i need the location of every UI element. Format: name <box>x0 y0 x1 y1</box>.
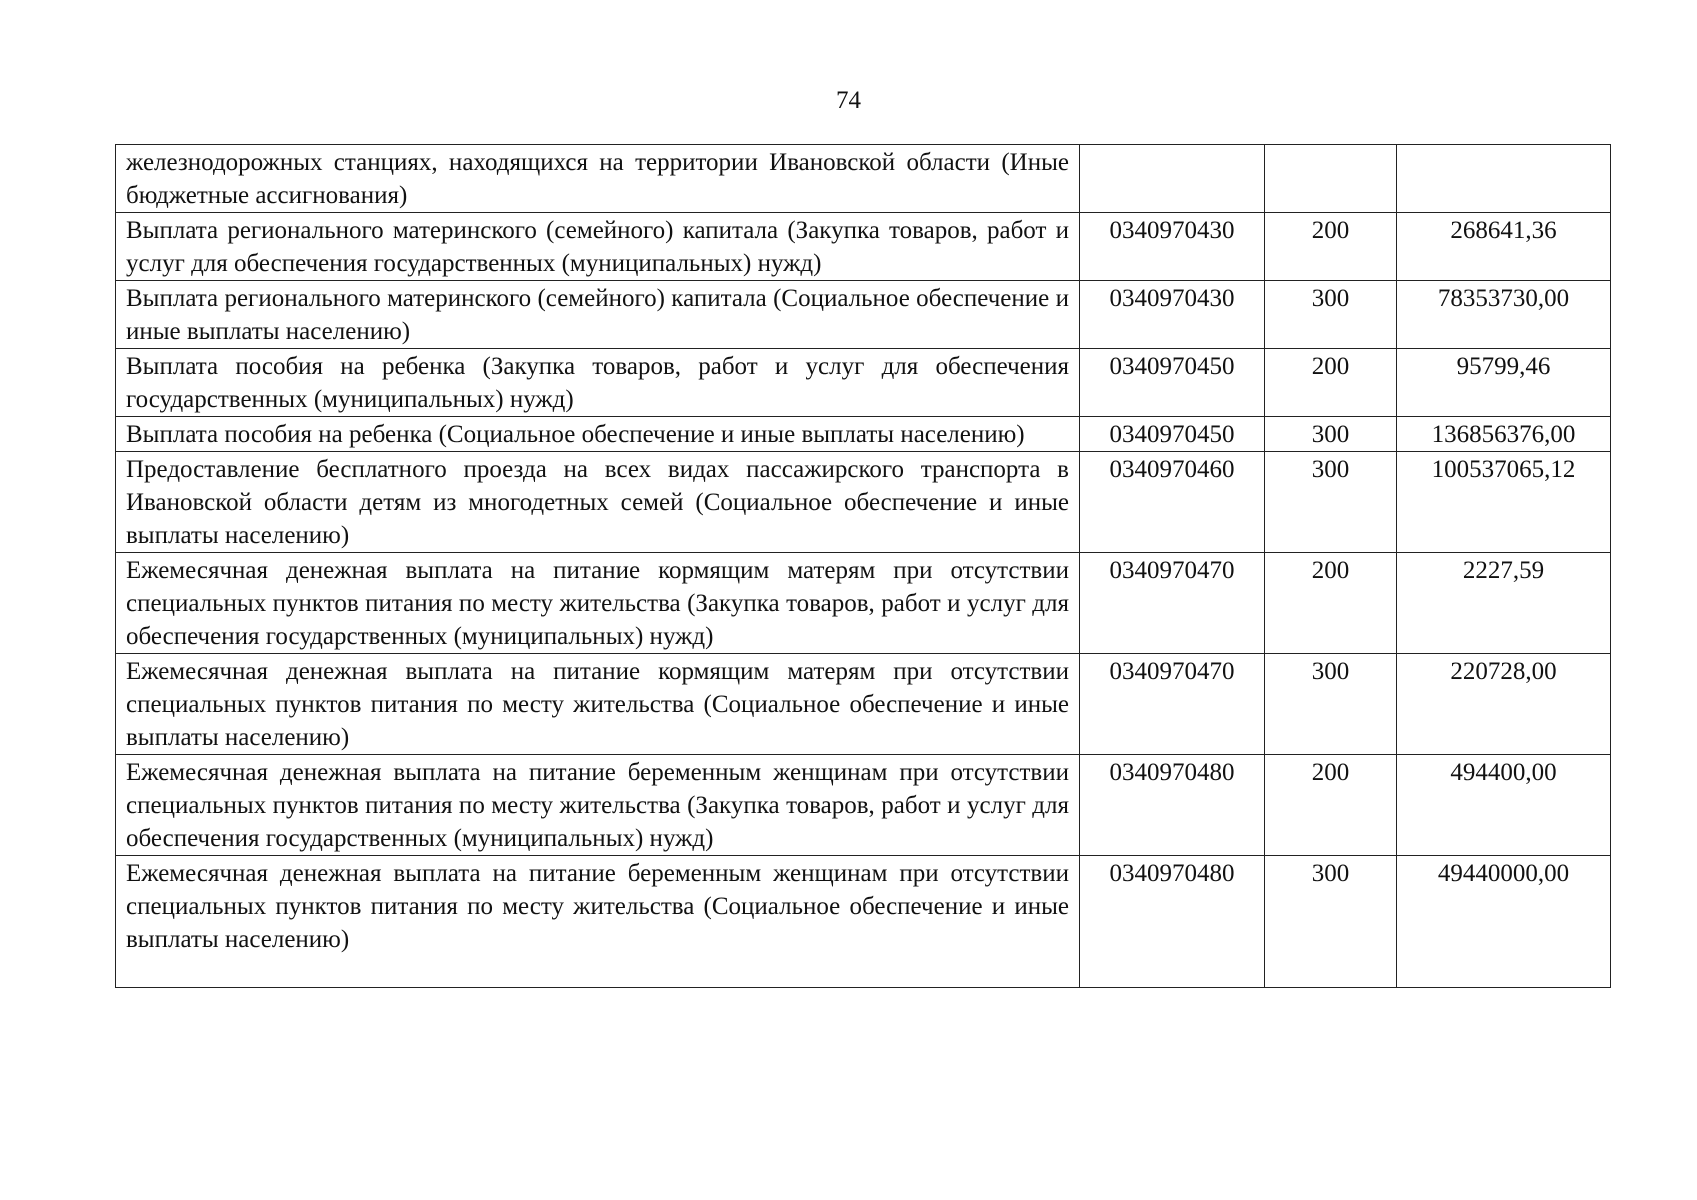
table-row <box>116 281 1611 349</box>
row-amount: 220728,00 <box>1397 654 1611 755</box>
row-amount: 268641,36 <box>1397 213 1611 281</box>
row-amount: 49440000,00 <box>1397 856 1611 988</box>
row-description: Ежемесячная денежная выплата на питание беременным женщинам при отсутствии специальных пунктов питания по месту жительства (Социальное обеспечение и иные выплаты населению) <box>116 856 1080 988</box>
row-expense-type: 300 <box>1265 654 1397 755</box>
row-amount: 494400,00 <box>1397 755 1611 856</box>
row-description: Выплата регионального материнского (семейного) капитала (Закупка товаров, работ и услуг для обеспечения государственных (муниципальных) нужд) <box>116 213 1080 281</box>
row-description: Предоставление бесплатного проезда на всех видах пассажирского транспорта в Ивановской области детям из многодетных семей (Социальное обеспечение и иные выплаты населению) <box>116 452 1080 553</box>
row-description: Ежемесячная денежная выплата на питание кормящим матерям при отсутствии специальных пунктов питания по месту жительства (Закупка товаров, работ и услуг для обеспечения государственных (муниципальных) нужд) <box>116 553 1080 654</box>
table-row <box>116 349 1611 417</box>
row-code <box>1080 145 1265 213</box>
row-expense-type: 300 <box>1265 452 1397 553</box>
row-expense-type: 200 <box>1265 213 1397 281</box>
row-expense-type: 300 <box>1265 417 1397 452</box>
row-description: Выплата регионального материнского (семейного) капитала (Социальное обеспечение и иные выплаты населению) <box>116 281 1080 349</box>
row-description: железнодорожных станциях, находящихся на территории Ивановской области (Иные бюджетные ассигнования) <box>116 145 1080 213</box>
row-amount: 78353730,00 <box>1397 281 1611 349</box>
row-amount: 100537065,12 <box>1397 452 1611 553</box>
row-code: 0340970480 <box>1080 856 1265 988</box>
row-code: 0340970450 <box>1080 417 1265 452</box>
row-expense-type <box>1265 145 1397 213</box>
table-row <box>116 856 1611 988</box>
row-expense-type: 300 <box>1265 856 1397 988</box>
row-description: Ежемесячная денежная выплата на питание беременным женщинам при отсутствии специальных пунктов питания по месту жительства (Закупка товаров, работ и услуг для обеспечения государственных (муниципальных) нужд) <box>116 755 1080 856</box>
row-expense-type: 200 <box>1265 349 1397 417</box>
table-row <box>116 417 1611 452</box>
table-row <box>116 755 1611 856</box>
table-row <box>116 553 1611 654</box>
row-amount <box>1397 145 1611 213</box>
row-code: 0340970450 <box>1080 349 1265 417</box>
row-amount: 136856376,00 <box>1397 417 1611 452</box>
budget-table <box>115 144 1611 988</box>
row-code: 0340970460 <box>1080 452 1265 553</box>
row-expense-type: 300 <box>1265 281 1397 349</box>
row-amount: 2227,59 <box>1397 553 1611 654</box>
table-row <box>116 213 1611 281</box>
page-number: 74 <box>836 87 861 114</box>
row-expense-type: 200 <box>1265 553 1397 654</box>
row-code: 0340970470 <box>1080 654 1265 755</box>
table-row <box>116 145 1611 213</box>
row-code: 0340970480 <box>1080 755 1265 856</box>
row-description: Ежемесячная денежная выплата на питание кормящим матерям при отсутствии специальных пунктов питания по месту жительства (Социальное обеспечение и иные выплаты населению) <box>116 654 1080 755</box>
row-description: Выплата пособия на ребенка (Закупка товаров, работ и услуг для обеспечения государственных (муниципальных) нужд) <box>116 349 1080 417</box>
row-description: Выплата пособия на ребенка (Социальное обеспечение и иные выплаты населению) <box>116 417 1080 452</box>
row-code: 0340970430 <box>1080 281 1265 349</box>
row-code: 0340970470 <box>1080 553 1265 654</box>
row-expense-type: 200 <box>1265 755 1397 856</box>
table-row <box>116 452 1611 553</box>
row-code: 0340970430 <box>1080 213 1265 281</box>
table-row <box>116 654 1611 755</box>
row-amount: 95799,46 <box>1397 349 1611 417</box>
